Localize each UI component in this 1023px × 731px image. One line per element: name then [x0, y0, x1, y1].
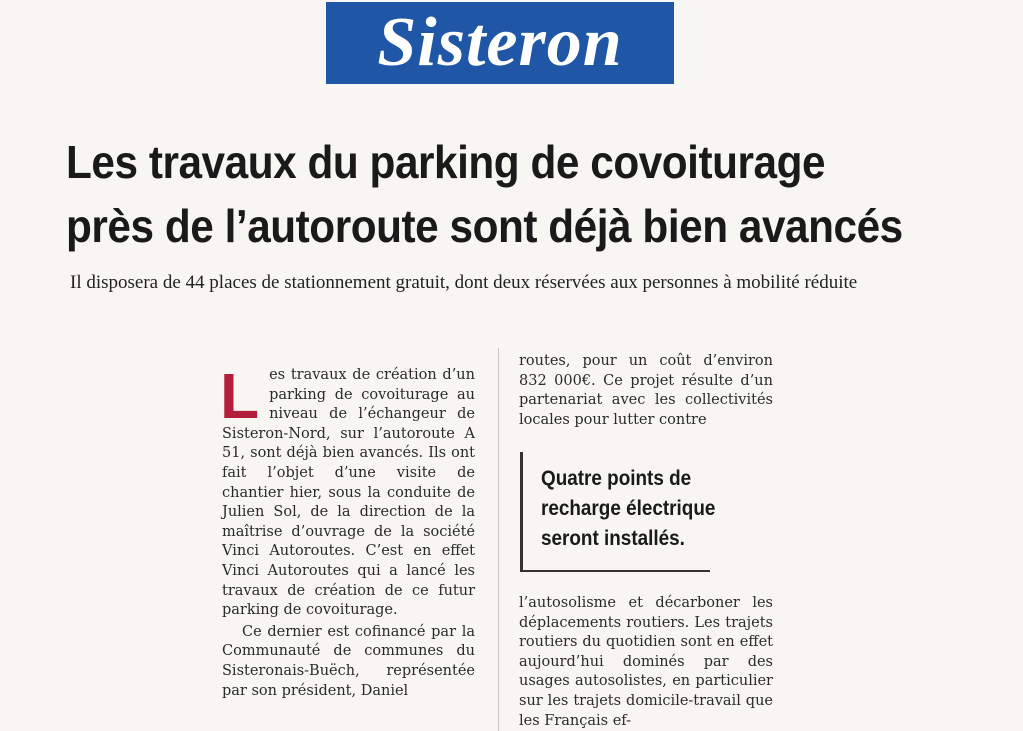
article-column-2-bottom: [519, 594, 773, 731]
paragraph-1: [220, 360, 475, 621]
paragraph-2: Ce dernier est cofinancé par la Communauté de communes du Sisteronais-Buëch, représentée par son président, Daniel: [222, 623, 475, 699]
article-headline: [66, 130, 912, 258]
article-column-1: [220, 360, 475, 701]
headline-line-1: Les travaux du parking de covoiturage: [66, 136, 826, 188]
paragraph-continued: routes, pour un coût d’environ 832 000€. Ce projet résulte d’un partenariat avec les collectivités locales pour lutter contre: [519, 353, 773, 428]
pull-quote: [520, 452, 716, 572]
column-divider: [498, 348, 499, 731]
masthead-title: Sisteron: [377, 4, 623, 81]
paragraph-3: l’autosolisme et décarboner les déplacements routiers. Les trajets routiers du quotidien sont en effet aujourd’hui dominés par des usages autosolistes, en particulier sur les trajets domicile-travail que les Français ef-: [519, 595, 773, 729]
article-column-2-top: [519, 352, 773, 430]
article-subhead: Il disposera de 44 places de stationnement gratuit, dont deux réservées aux personnes à mobilité réduite: [70, 272, 858, 293]
pull-quote-text: Quatre points de recharge électrique seront installés.: [541, 467, 716, 550]
masthead-logo: [326, 2, 674, 84]
drop-cap: L: [220, 360, 260, 432]
headline-line-2: près de l’autoroute sont déjà bien avancés: [66, 200, 903, 252]
paragraph-1-text: es travaux de création d’un parking de covoiturage au niveau de l’échangeur de Sisteron-Nord, sur l’autoroute A 51, sont déjà bien avancés. Ils ont fait l’objet d’une visite de chantier hier, sous la conduite de Julien Sol, de la direction de la maîtrise d’ouvrage de la société Vinci Autoroutes. C’est en effet Vinci Autoroutes qui a lancé les travaux de création de ce futur parking de covoiturage.: [222, 367, 475, 619]
